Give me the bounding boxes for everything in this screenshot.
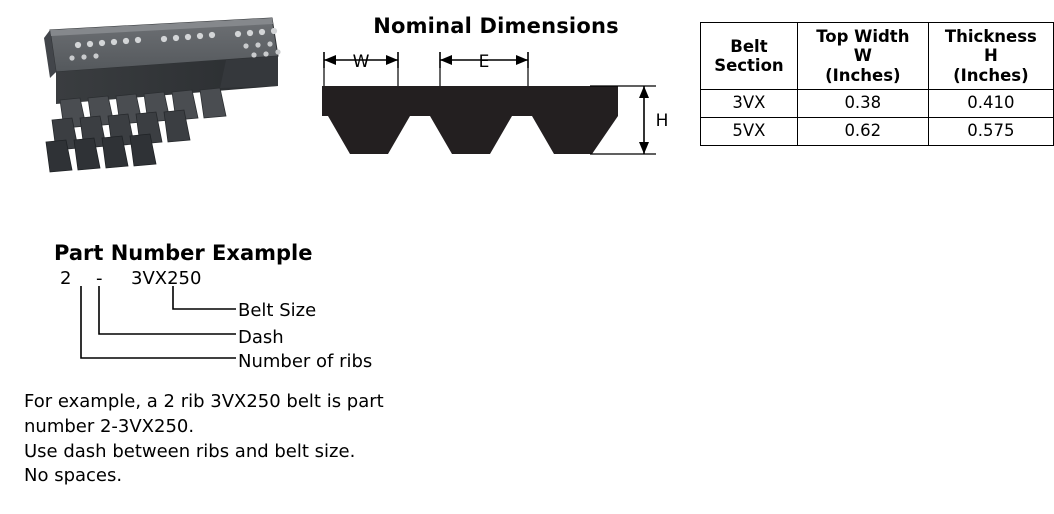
header-top-width-line2: W	[853, 46, 872, 66]
part-number-ribs-value: 2	[60, 268, 72, 289]
cell-belt-section: 5VX	[701, 118, 798, 146]
header-thickness-line1: Thickness	[944, 27, 1037, 46]
header-thickness-line2: H	[983, 46, 998, 66]
table-row	[701, 90, 1054, 118]
header-top-width-line1: Top Width	[816, 27, 910, 46]
header-belt-section	[701, 23, 798, 90]
note-line-1: For example, a 2 rib 3VX250 belt is part	[24, 391, 384, 412]
note-line-3: Use dash between ribs and belt size.	[24, 440, 356, 462]
header-belt-section-line2: Section	[714, 56, 784, 76]
callout-dash: Dash	[238, 327, 284, 348]
part-number-notes	[24, 390, 444, 489]
cell-belt-section: 3VX	[701, 90, 798, 118]
header-thickness	[928, 23, 1053, 90]
header-top-width	[797, 23, 928, 90]
nominal-dimensions-title: Nominal Dimensions	[373, 14, 619, 38]
cell-thickness: 0.575	[928, 118, 1053, 146]
header-top-width-line3: (Inches)	[825, 65, 901, 85]
cell-top-width: 0.38	[797, 90, 928, 118]
part-number-example-title: Part Number Example	[54, 241, 313, 265]
cell-top-width: 0.62	[797, 118, 928, 146]
part-number-dash-value: -	[96, 268, 103, 289]
belt-illustration	[20, 8, 320, 188]
note-line-2: number 2-3VX250.	[24, 415, 195, 437]
nominal-dimensions-figure	[310, 42, 670, 182]
svg-text:W: W	[352, 52, 370, 72]
belt-dimensions-table	[700, 22, 1054, 146]
header-belt-section-line1: Belt	[730, 36, 768, 56]
table-header-row	[701, 23, 1054, 90]
svg-text:E: E	[478, 52, 490, 72]
table-row	[701, 118, 1054, 146]
callout-belt-size: Belt Size	[238, 300, 317, 321]
header-thickness-line3: (Inches)	[953, 65, 1029, 85]
note-line-4: No spaces.	[24, 465, 123, 487]
cell-thickness: 0.410	[928, 90, 1053, 118]
svg-text:H: H	[655, 111, 669, 131]
part-number-belt-size-value: 3VX250	[131, 268, 202, 289]
callout-number-of-ribs: Number of ribs	[238, 351, 373, 372]
